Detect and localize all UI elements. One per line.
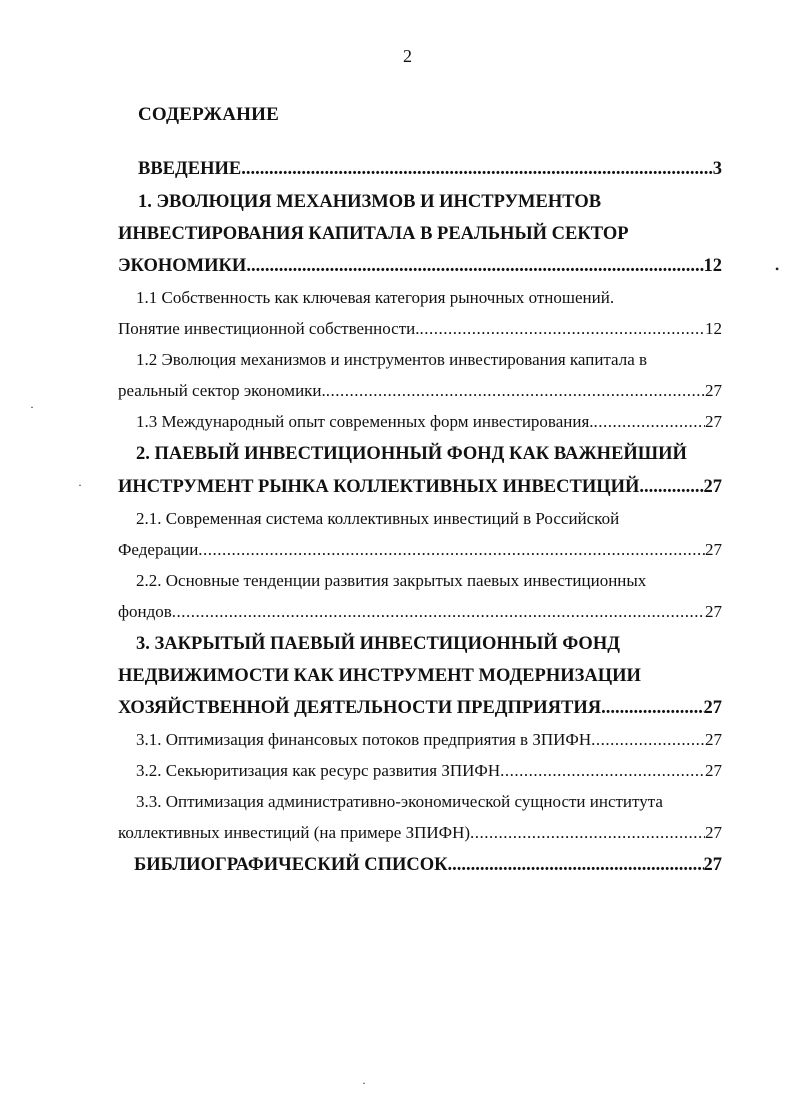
toc-section-1-1-line-2[interactable] bbox=[118, 315, 722, 343]
toc-section-1-1-line-1[interactable]: 1.1 Собственность как ключевая категория рыночных отношений. bbox=[136, 288, 615, 307]
toc-page-number: 27 bbox=[705, 730, 722, 749]
dot-leader bbox=[639, 473, 703, 501]
toc-page-number: 27 bbox=[705, 412, 722, 431]
dot-leader bbox=[172, 598, 705, 626]
toc-chapter-1-line-3[interactable] bbox=[118, 252, 722, 280]
toc-page-number: 12 bbox=[705, 319, 722, 338]
toc-section-2-1-line-1[interactable]: 2.1. Современная система коллективных инвестиций в Российской bbox=[136, 509, 620, 528]
dot-leader bbox=[246, 252, 703, 280]
toc-page-number: 27 bbox=[703, 855, 722, 875]
toc-chapter-2-line-2[interactable] bbox=[118, 473, 722, 501]
dot-leader bbox=[198, 536, 705, 564]
toc-section-3-1[interactable] bbox=[136, 726, 722, 754]
toc-entry-intro[interactable] bbox=[138, 155, 722, 183]
toc-chapter-1-line-1[interactable]: 1. ЭВОЛЮЦИЯ МЕХАНИЗМОВ И ИНСТРУМЕНТОВ bbox=[138, 192, 602, 212]
toc-entry-text: ИНСТРУМЕНТ РЫНКА КОЛЛЕКТИВНЫХ ИНВЕСТИЦИЙ bbox=[118, 477, 640, 497]
toc-page-number: 27 bbox=[705, 540, 722, 559]
toc-page-number: 3 bbox=[712, 159, 722, 179]
dot-leader bbox=[241, 155, 713, 183]
toc-entry-text: коллективных инвестиций (на примере ЗПИФН) bbox=[118, 823, 471, 842]
toc-chapter-1-line-2[interactable]: ИНВЕСТИРОВАНИЯ КАПИТАЛА В РЕАЛЬНЫЙ СЕКТОР bbox=[118, 224, 629, 244]
toc-entry-text: ВВЕДЕНИЕ bbox=[138, 159, 242, 179]
toc-entry-text: 1.3 Международный опыт современных форм инвестирования. bbox=[136, 412, 594, 431]
toc-chapter-3-line-1[interactable]: 3. ЗАКРЫТЫЙ ПАЕВЫЙ ИНВЕСТИЦИОННЫЙ ФОНД bbox=[136, 634, 620, 654]
toc-entry-text: фондов bbox=[118, 602, 172, 621]
toc-page-number: 12 bbox=[703, 256, 722, 276]
toc-page-number: 27 bbox=[703, 477, 722, 497]
toc-entry-text: Понятие инвестиционной собственности. bbox=[118, 319, 420, 338]
toc-page-number: 27 bbox=[705, 602, 722, 621]
toc-entry-text: БИБЛИОГРАФИЧЕСКИЙ СПИСОК bbox=[134, 855, 448, 875]
toc-entry-text: реальный сектор экономики. bbox=[118, 381, 326, 400]
toc-chapter-2-line-1[interactable]: 2. ПАЕВЫЙ ИНВЕСТИЦИОННЫЙ ФОНД КАК ВАЖНЕЙШИЙ bbox=[136, 444, 687, 464]
dot-leader bbox=[601, 694, 703, 722]
dot-leader bbox=[591, 726, 705, 754]
toc-section-3-2[interactable] bbox=[136, 757, 722, 785]
toc-section-3-3-line-2[interactable] bbox=[118, 819, 722, 847]
toc-section-2-2-line-1[interactable]: 2.2. Основные тенденции развития закрытых паевых инвестиционных bbox=[136, 571, 647, 590]
toc-entry-text: ЭКОНОМИКИ bbox=[118, 256, 247, 276]
toc-section-3-3-line-1[interactable]: 3.3. Оптимизация административно-экономической сущности института bbox=[136, 792, 663, 811]
dot-leader bbox=[500, 757, 705, 785]
dot-leader bbox=[326, 377, 705, 405]
toc-section-1-2-line-2[interactable] bbox=[118, 377, 722, 405]
dot-leader bbox=[594, 408, 705, 436]
toc-section-2-1-line-2[interactable] bbox=[118, 536, 722, 564]
scan-mark: · bbox=[30, 400, 34, 414]
scan-mark: • bbox=[775, 262, 780, 276]
scan-mark: · bbox=[78, 478, 82, 492]
toc-page-number: 27 bbox=[703, 698, 722, 718]
toc-entry-text: 3.1. Оптимизация финансовых потоков предприятия в ЗПИФН bbox=[136, 730, 592, 749]
toc-section-1-3[interactable] bbox=[136, 408, 722, 436]
toc-chapter-3-line-3[interactable] bbox=[118, 694, 722, 722]
dot-leader bbox=[470, 819, 705, 847]
toc-entry-text: ХОЗЯЙСТВЕННОЙ ДЕЯТЕЛЬНОСТИ ПРЕДПРИЯТИЯ bbox=[118, 698, 602, 718]
toc-entry-text: 3.2. Секьюритизация как ресурс развития ЗПИФН bbox=[136, 761, 501, 780]
dot-leader bbox=[448, 851, 704, 879]
page-number: 2 bbox=[403, 46, 412, 66]
toc-title: СОДЕРЖАНИЕ bbox=[138, 104, 279, 125]
toc-section-2-2-line-2[interactable] bbox=[118, 598, 722, 626]
toc-page-number: 27 bbox=[705, 761, 722, 780]
toc-page-number: 27 bbox=[705, 823, 722, 842]
toc-entry-bibliography[interactable] bbox=[134, 851, 722, 879]
dot-leader bbox=[420, 315, 705, 343]
scan-mark: · bbox=[362, 1076, 366, 1090]
toc-chapter-3-line-2[interactable]: НЕДВИЖИМОСТИ КАК ИНСТРУМЕНТ МОДЕРНИЗАЦИИ bbox=[118, 666, 641, 686]
toc-entry-text: Федерации bbox=[118, 540, 199, 559]
toc-section-1-2-line-1[interactable]: 1.2 Эволюция механизмов и инструментов инвестирования капитала в bbox=[136, 350, 648, 369]
toc-page-number: 27 bbox=[705, 381, 722, 400]
